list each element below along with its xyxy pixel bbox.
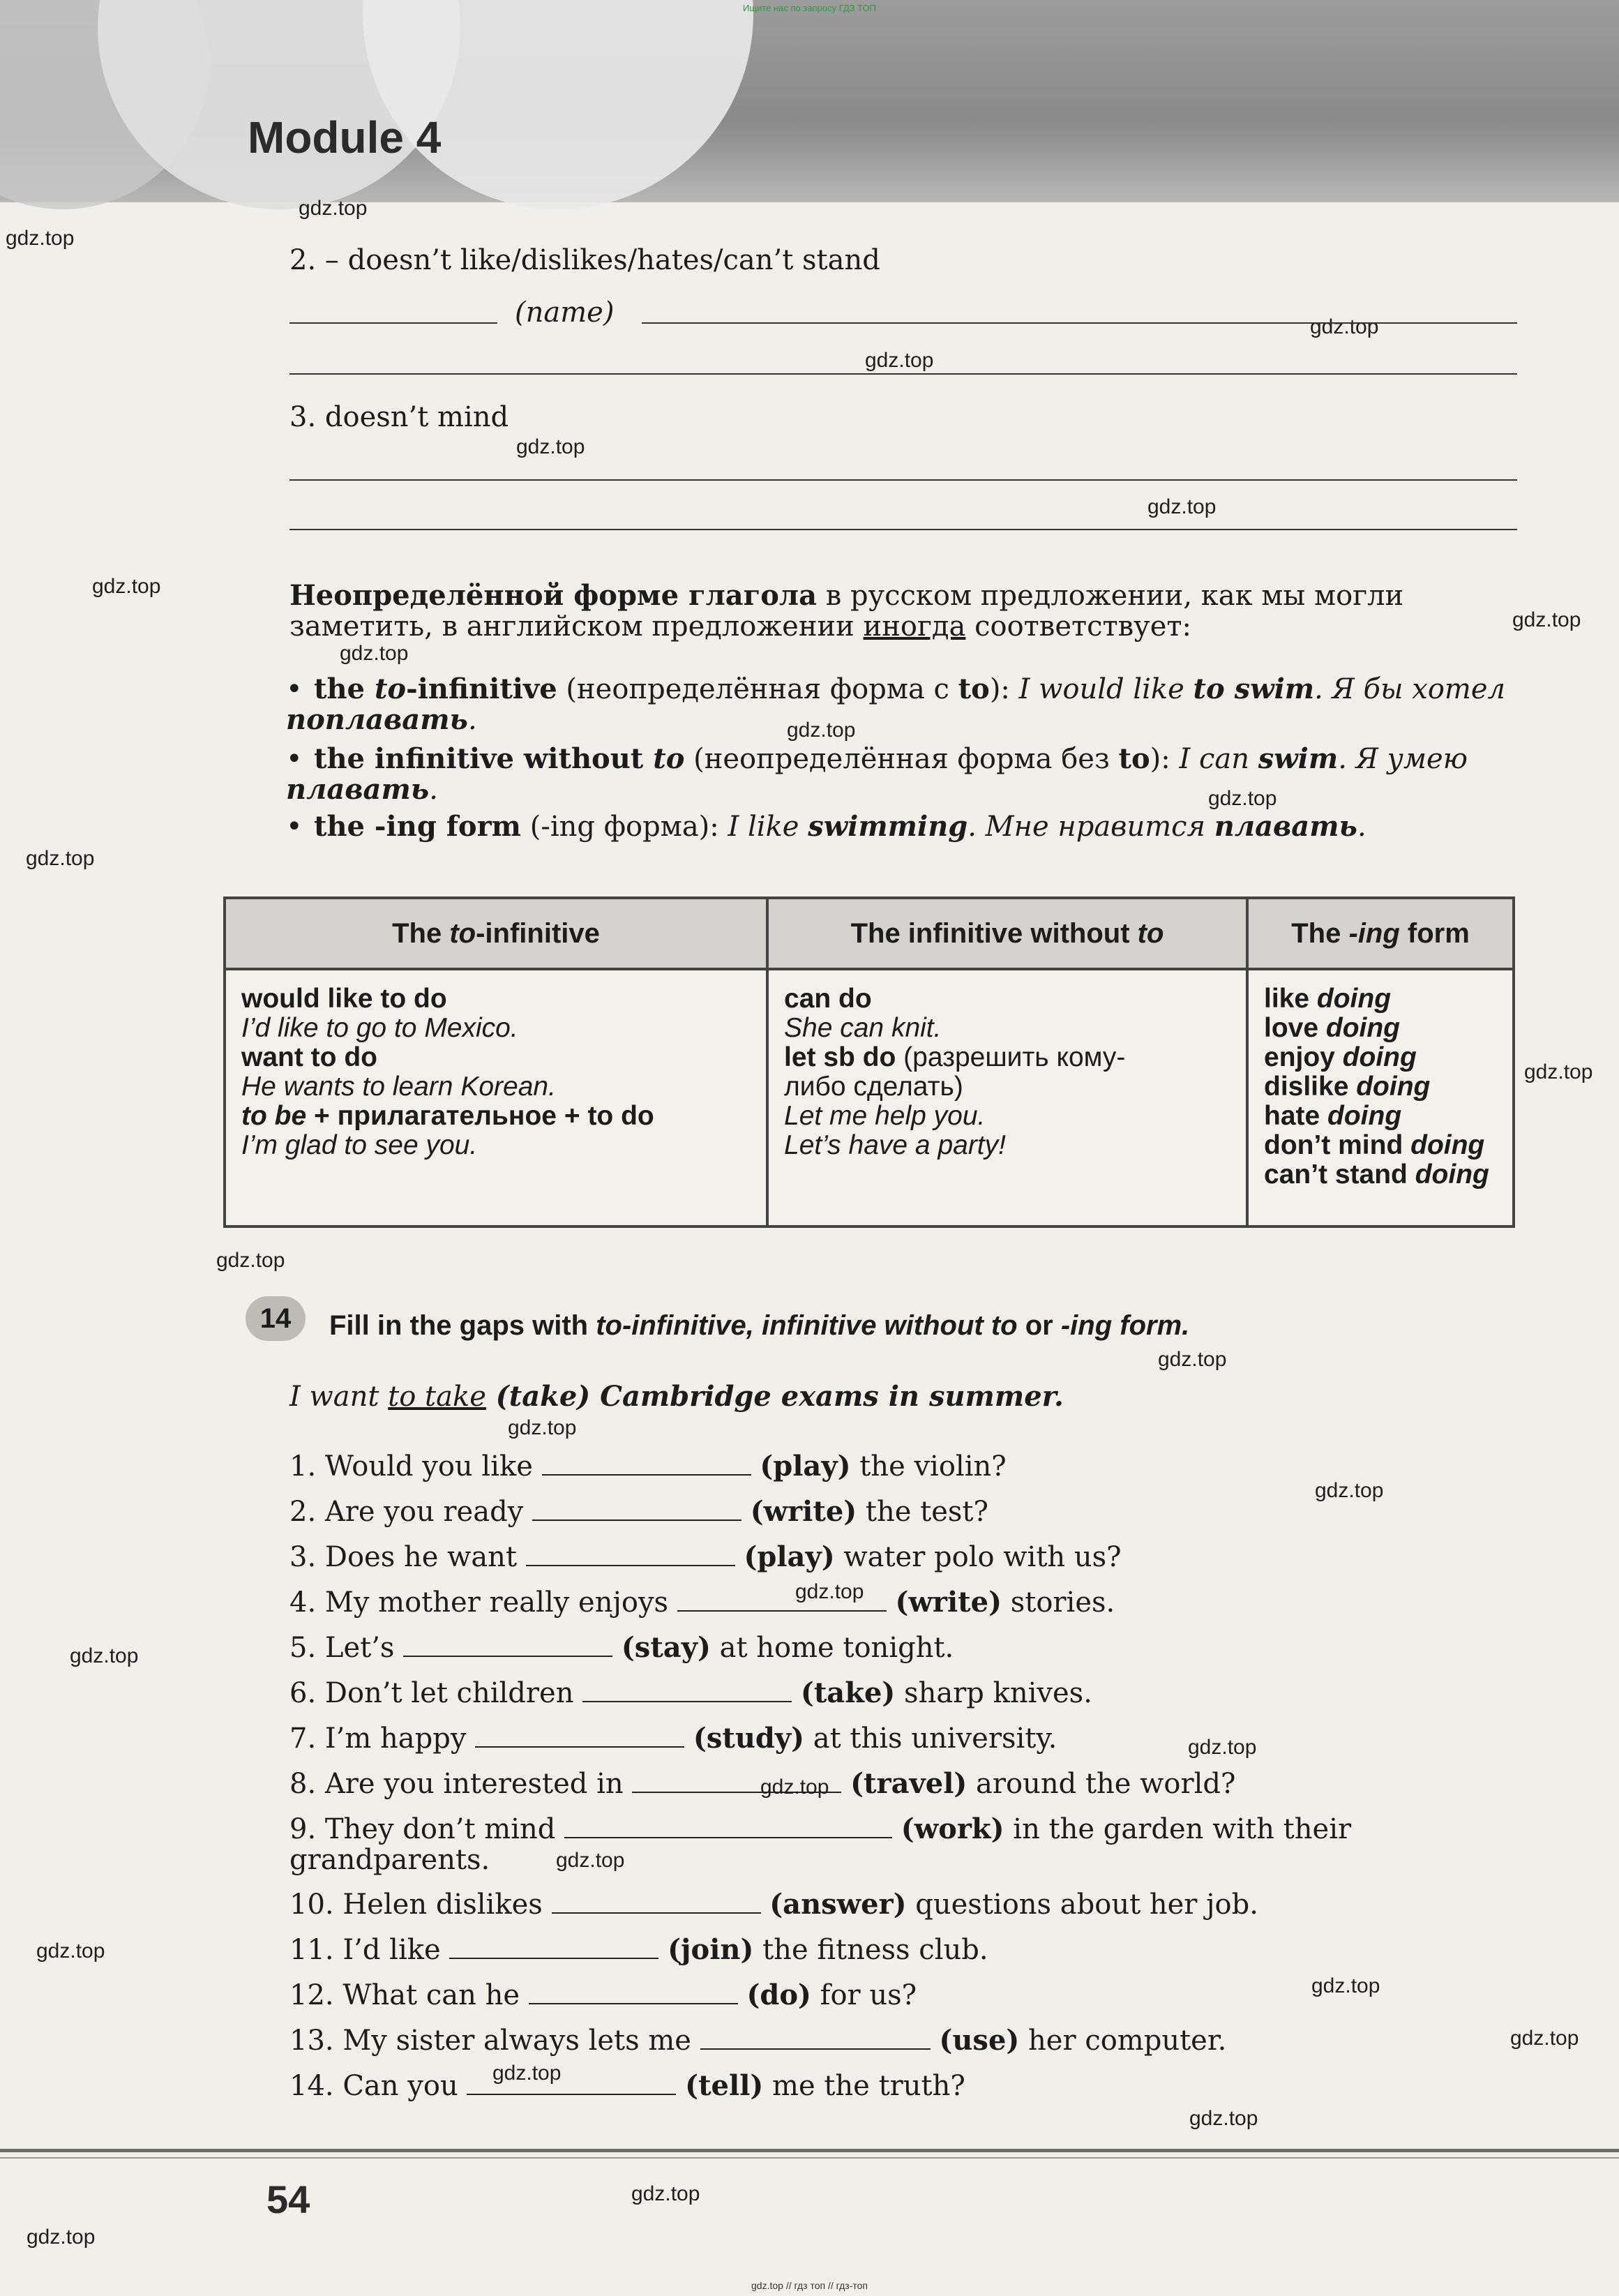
answer-blank[interactable] <box>552 1889 761 1914</box>
header-ing-form: The -ing form <box>1247 898 1514 969</box>
exercise-item-9-continued: grandparents. <box>289 1844 490 1876</box>
exercise-item-4: 4. My mother really enjoys (write) stories. <box>289 1586 1115 1619</box>
page-number: 54 <box>266 2177 310 2221</box>
watermark: gdz.top <box>631 2182 700 2205</box>
answer-blank[interactable] <box>582 1677 792 1702</box>
exercise-item-1: 1. Would you like (play) the violin? <box>289 1450 1007 1483</box>
watermark: gdz.top <box>795 1580 864 1603</box>
answer-blank[interactable] <box>677 1586 887 1612</box>
intro-paragraph: Неопределённой форме глагола в русском предложении, как мы могли заметить, в английском предложении иногда соответствует: <box>289 579 1404 643</box>
watermark: gdz.top <box>340 642 409 665</box>
footer-rule <box>0 2157 1619 2159</box>
cell-to-infinitive <box>225 969 767 1226</box>
table-example: I’m glad to see you. <box>241 1130 478 1160</box>
answer-blank[interactable] <box>542 1450 751 1476</box>
footer-rule <box>0 2149 1619 2152</box>
exercise-item-6: 6. Don’t let children (take) sharp knives. <box>289 1676 1092 1709</box>
table-entry: don’t mind doing <box>1264 1130 1485 1160</box>
answer-blank[interactable] <box>526 1541 735 1566</box>
watermark: gdz.top <box>1189 2107 1258 2130</box>
answer-blank[interactable] <box>564 1813 892 1838</box>
table-entry: can do <box>784 984 872 1014</box>
answer-line <box>289 479 1517 481</box>
name-label: (name) <box>515 297 615 329</box>
watermark: gdz.top <box>1311 1974 1380 1997</box>
exercise-item-14: 14. Can you (tell) me the truth? <box>289 2069 965 2102</box>
watermark: gdz.top <box>70 1644 139 1667</box>
header-band <box>0 0 1619 202</box>
answer-blank[interactable] <box>467 2070 676 2095</box>
table-entry: would like to do <box>241 984 447 1014</box>
answer-line <box>642 322 1517 324</box>
watermark: gdz.top <box>1147 495 1217 518</box>
bullet-to-infinitive: • the to-infinitive (неопределённая форма с to): I would like to swim. Я бы хотел поплавать. <box>286 673 1505 736</box>
watermark: gdz.top <box>6 227 75 250</box>
watermark: gdz.top <box>92 575 161 598</box>
bullet-infinitive-without-to: • the infinitive without to (неопределённая форма без to): I can swim. Я умею плавать. <box>286 742 1468 806</box>
exercise-item-13: 13. My sister always lets me (use) her computer. <box>289 2024 1227 2057</box>
exercise-item-3: 3. Does he want (play) water polo with us? <box>289 1540 1122 1573</box>
watermark: gdz.top <box>1512 608 1581 631</box>
table-entry: let sb do (разрешить кому- <box>784 1042 1126 1072</box>
watermark: gdz.top <box>1188 1736 1257 1759</box>
table-example: Let’s have a party! <box>784 1130 1006 1160</box>
answer-blank[interactable] <box>475 1723 684 1748</box>
exercise-number-badge: 14 <box>246 1296 306 1341</box>
watermark: gdz.top <box>760 1776 829 1799</box>
watermark: gdz.top <box>27 2226 96 2249</box>
watermark: gdz.top <box>492 2062 562 2085</box>
watermark: gdz.top <box>36 1939 105 1963</box>
watermark: gdz.top <box>1524 1060 1593 1083</box>
watermark: gdz.top <box>299 197 368 220</box>
table-entry: dislike doing <box>1264 1072 1431 1102</box>
table-entry: love doing <box>1264 1013 1401 1043</box>
exercise-item-2: 2. Are you ready (write) the test? <box>289 1495 988 1528</box>
table-entry: либо сделать) <box>784 1072 963 1102</box>
watermark: gdz.top <box>516 435 585 458</box>
table-entry: can’t stand doing <box>1264 1160 1489 1190</box>
exercise-instruction: Fill in the gaps with to-infinitive, infinitive without to or -ing form. <box>329 1310 1190 1341</box>
answer-blank[interactable] <box>449 1934 658 1959</box>
table-entry: enjoy doing <box>1264 1042 1417 1072</box>
watermark: gdz.top <box>1310 315 1379 338</box>
module-title: Module 4 <box>248 112 442 163</box>
header-infinitive-without-to: The infinitive without to <box>767 898 1247 969</box>
answer-blank[interactable] <box>529 1979 738 2004</box>
answer-line <box>289 322 497 324</box>
answer-line <box>289 529 1517 530</box>
watermark: gdz.top <box>508 1416 577 1439</box>
table-example: He wants to learn Korean. <box>241 1072 556 1102</box>
watermark: gdz.top <box>1510 2027 1579 2050</box>
exercise-item-7: 7. I’m happy (study) at this university. <box>289 1722 1057 1755</box>
table-example: I’d like to go to Mexico. <box>241 1013 518 1043</box>
watermark: gdz.top <box>1158 1348 1227 1371</box>
cell-ing-form <box>1247 969 1514 1226</box>
exercise-item-9: 9. They don’t mind (work) in the garden with their <box>289 1813 1352 1845</box>
watermark: gdz.top <box>1315 1479 1384 1502</box>
watermark: gdz.top <box>556 1849 625 1872</box>
bottom-note: gdz.top // гдз топ // гдз-топ <box>751 2280 868 2291</box>
watermark: gdz.top <box>216 1249 285 1272</box>
watermark: gdz.top <box>787 719 856 742</box>
grammar-table <box>223 896 1515 1228</box>
table-entry: hate doing <box>1264 1101 1402 1131</box>
answer-line <box>289 373 1517 375</box>
exercise-item-5: 5. Let’s (stay) at home tonight. <box>289 1631 954 1664</box>
answer-blank[interactable] <box>403 1632 612 1657</box>
exercise-item-8: 8. Are you interested in (travel) around the world? <box>289 1767 1236 1800</box>
answer-blank[interactable] <box>700 2025 931 2050</box>
table-example: Let me help you. <box>784 1101 986 1131</box>
line-2-label: 2. – doesn’t like/dislikes/hates/can’t stand <box>289 244 880 276</box>
site-note: Ищите нас по запросу ГДЗ ТОП <box>743 3 876 13</box>
watermark: gdz.top <box>865 349 934 372</box>
table-entry: to be + прилагательное + to do <box>241 1101 654 1131</box>
exercise-example: I want to take (take) Cambridge exams in summer. <box>289 1380 1064 1413</box>
answer-blank[interactable] <box>532 1496 741 1521</box>
watermark: gdz.top <box>1208 787 1277 810</box>
table-entry: want to do <box>241 1042 377 1072</box>
header-to-infinitive: The to-infinitive <box>225 898 767 969</box>
table-entry: like doing <box>1264 984 1392 1014</box>
watermark: gdz.top <box>26 847 95 870</box>
answer-blank[interactable] <box>632 1768 841 1793</box>
exercise-item-11: 11. I’d like (join) the fitness club. <box>289 1933 988 1966</box>
bullet-ing-form: • the -ing form (-ing форма): I like swimming. Мне нравится плавать. <box>286 810 1366 843</box>
line-3-label: 3. doesn’t mind <box>289 401 509 433</box>
table-example: She can knit. <box>784 1013 942 1043</box>
exercise-item-10: 10. Helen dislikes (answer) questions about her job. <box>289 1888 1258 1921</box>
cell-infinitive-without-to <box>767 969 1247 1226</box>
decorative-petal <box>363 0 753 209</box>
exercise-item-12: 12. What can he (do) for us? <box>289 1979 917 2011</box>
